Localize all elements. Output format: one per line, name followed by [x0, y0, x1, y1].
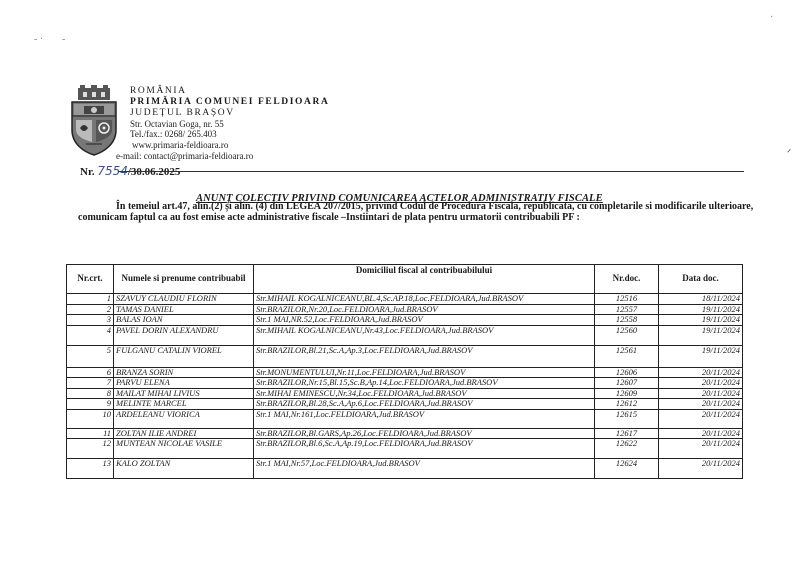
row-name-cell: ARDELEANU VIORICA: [114, 409, 254, 428]
registration-handwritten-number: 7554: [97, 164, 128, 178]
header-email: e-mail: contact@primaria-feldioara.ro: [116, 151, 254, 161]
table-row: [67, 459, 743, 479]
row-doc-number-cell: 12624: [595, 459, 659, 479]
row-name-cell: FULGANU CATALIN VIOREL: [114, 345, 254, 367]
row-nr-cell: 13: [67, 459, 114, 479]
row-nr-cell: 10: [67, 409, 114, 428]
table-row: [67, 439, 743, 459]
row-address-cell: Str.1 MAI,Nr.57,Loc.FELDIOARA,Jud.BRASOV: [254, 459, 595, 479]
row-doc-number-cell: 12609: [595, 388, 659, 399]
row-name-cell: PARVU ELENA: [114, 378, 254, 389]
table-row: [67, 315, 743, 326]
header-address: Domiciliul fiscal al contribuabilului: [254, 265, 595, 294]
row-nr-cell: 12: [67, 439, 114, 459]
scan-speck: - ·: [34, 34, 44, 45]
header-institution: PRIMĂRIA COMUNEI FELDIOARA: [130, 97, 330, 107]
row-doc-date-cell: 19/11/2024: [659, 345, 743, 367]
scan-speck: ·: [770, 12, 774, 23]
taxpayers-table: [66, 264, 743, 479]
row-nr-cell: 1: [67, 294, 114, 305]
row-address-cell: Str.MIHAI EMINESCU,Nr.34,Loc.FELDIOARA,Jud.BRASOV: [254, 388, 595, 399]
row-nr-cell: 2: [67, 304, 114, 315]
coat-of-arms-emblem: [66, 84, 122, 156]
row-address-cell: Str.MONUMENTULUI,Nr.11,Loc.FELDIOARA,Jud.BRASOV: [254, 367, 595, 378]
row-address-cell: Str.BRAZILOR,Nr.20,Loc.FELDIOARA,Jud.BRASOV: [254, 304, 595, 315]
document-title: ANUNȚ COLECTIV PRIVIND COMUNICAREA ACTELOR ADMINISTRATIV FISCALE: [196, 193, 603, 204]
row-doc-date-cell: 20/11/2024: [659, 367, 743, 378]
row-nr-cell: 5: [67, 345, 114, 367]
header-name: Numele si prenume contribuabil: [114, 265, 254, 294]
table-row: [67, 367, 743, 378]
header-country: ROMÂNIA: [130, 86, 187, 96]
header-address: Str. Octavian Goga, nr. 55: [130, 119, 224, 129]
row-doc-date-cell: 20/11/2024: [659, 409, 743, 428]
table-row: [67, 378, 743, 389]
table-row: [67, 304, 743, 315]
row-name-cell: SZAVUY CLAUDIU FLORIN: [114, 294, 254, 305]
row-doc-date-cell: 20/11/2024: [659, 399, 743, 410]
row-name-cell: ZOLTAN ILIE ANDREI: [114, 428, 254, 439]
header-divider: [118, 171, 744, 172]
table-row: [67, 345, 743, 367]
row-nr-cell: 8: [67, 388, 114, 399]
row-address-cell: Str.MIHAIL KOGALNICEANU,Nr.43,Loc.FELDIOARA,Jud.BRASOV: [254, 325, 595, 345]
row-doc-number-cell: 12561: [595, 345, 659, 367]
table-header-row: [67, 265, 743, 294]
table-row: [67, 409, 743, 428]
row-name-cell: BALAS IOAN: [114, 315, 254, 326]
row-name-cell: MAILAT MIHAI LIVIUS: [114, 388, 254, 399]
row-doc-date-cell: 20/11/2024: [659, 378, 743, 389]
intro-paragraph: În temeiul art.47, alin.(2) și alin. (4) din LEGEA 207/2015, privind Codul de Procedura Fiscala, republicata, cu completarile si modificarile ulterioare, comunicam faptul ca au fost emise acte administrative fiscale –Instiintari de plata pentru urmatorii contribuabili PF :: [78, 201, 754, 223]
pen-mark: ᐟ: [787, 148, 792, 159]
row-doc-date-cell: 20/11/2024: [659, 439, 743, 459]
row-name-cell: MUNTEAN NICOLAE VASILE: [114, 439, 254, 459]
row-address-cell: Str.MIHAIL KOGALNICEANU,BL.4,Sc.AP.18,Loc.FELDIOARA,Jud.BRASOV: [254, 294, 595, 305]
header-nr: Nr.crt.: [67, 265, 114, 294]
row-doc-number-cell: 12557: [595, 304, 659, 315]
table-row: [67, 388, 743, 399]
row-doc-number-cell: 12615: [595, 409, 659, 428]
row-doc-number-cell: 12612: [595, 399, 659, 410]
table-row: [67, 399, 743, 410]
row-address-cell: Str.BRAZILOR,Bl.21,Sc.A,Ap.3,Loc.FELDIOARA,Jud.BRASOV: [254, 345, 595, 367]
registration-prefix: Nr.: [80, 166, 95, 178]
row-doc-number-cell: 12606: [595, 367, 659, 378]
row-address-cell: Str.BRAZILOR,Bl.GARS,Ap.26,Loc.FELDIOARA,Jud.BRASOV: [254, 428, 595, 439]
row-doc-date-cell: 19/11/2024: [659, 325, 743, 345]
row-address-cell: Str.BRAZILOR,Bl.6,Sc.A,Ap.19,Loc.FELDIOARA,Jud.BRASOV: [254, 439, 595, 459]
table-row: [67, 294, 743, 305]
row-doc-number-cell: 12607: [595, 378, 659, 389]
row-address-cell: Str.BRAZILOR,Nr.15,Bl.15,Sc.B,Ap.14,Loc.FELDIOARA,Jud.BRASOV: [254, 378, 595, 389]
header-date: Data doc.: [659, 265, 743, 294]
registration-date: /30.06.2025: [127, 166, 181, 178]
row-address-cell: Str.BRAZILOR,Bl.28,Sc.A,Ap.6,Loc.FELDIOARA,Jud.BRASOV: [254, 399, 595, 410]
row-address-cell: Str.1 MAI,NR.52,Loc.FELDIOARA,Jud.BRASOV: [254, 315, 595, 326]
row-nr-cell: 11: [67, 428, 114, 439]
row-nr-cell: 6: [67, 367, 114, 378]
row-doc-number-cell: 12560: [595, 325, 659, 345]
row-name-cell: MELINTE MARCEL: [114, 399, 254, 410]
row-doc-number-cell: 12558: [595, 315, 659, 326]
header-website: www.primaria-feldioara.ro: [132, 140, 229, 150]
row-doc-number-cell: 12617: [595, 428, 659, 439]
row-doc-number-cell: 12516: [595, 294, 659, 305]
row-name-cell: BRANZA SORIN: [114, 367, 254, 378]
row-nr-cell: 9: [67, 399, 114, 410]
row-name-cell: KALO ZOLTAN: [114, 459, 254, 479]
row-doc-date-cell: 20/11/2024: [659, 459, 743, 479]
scan-speck: -: [62, 34, 66, 45]
header-county: JUDEȚUL BRAȘOV: [130, 108, 235, 118]
row-name-cell: PAVEL DORIN ALEXANDRU: [114, 325, 254, 345]
row-address-cell: Str.1 MAI,Nr.161,Loc.FELDIOARA,Jud.BRASOV: [254, 409, 595, 428]
header-phone: Tel./fax.: 0268/ 265.403: [130, 129, 217, 139]
row-nr-cell: 4: [67, 325, 114, 345]
row-doc-date-cell: 19/11/2024: [659, 304, 743, 315]
header-doc: Nr.doc.: [595, 265, 659, 294]
row-name-cell: TAMAS DANIEL: [114, 304, 254, 315]
row-nr-cell: 3: [67, 315, 114, 326]
row-doc-date-cell: 20/11/2024: [659, 428, 743, 439]
row-doc-date-cell: 20/11/2024: [659, 388, 743, 399]
row-nr-cell: 7: [67, 378, 114, 389]
table-row: [67, 428, 743, 439]
row-doc-date-cell: 19/11/2024: [659, 315, 743, 326]
row-doc-date-cell: 18/11/2024: [659, 294, 743, 305]
row-doc-number-cell: 12622: [595, 439, 659, 459]
table-row: [67, 325, 743, 345]
